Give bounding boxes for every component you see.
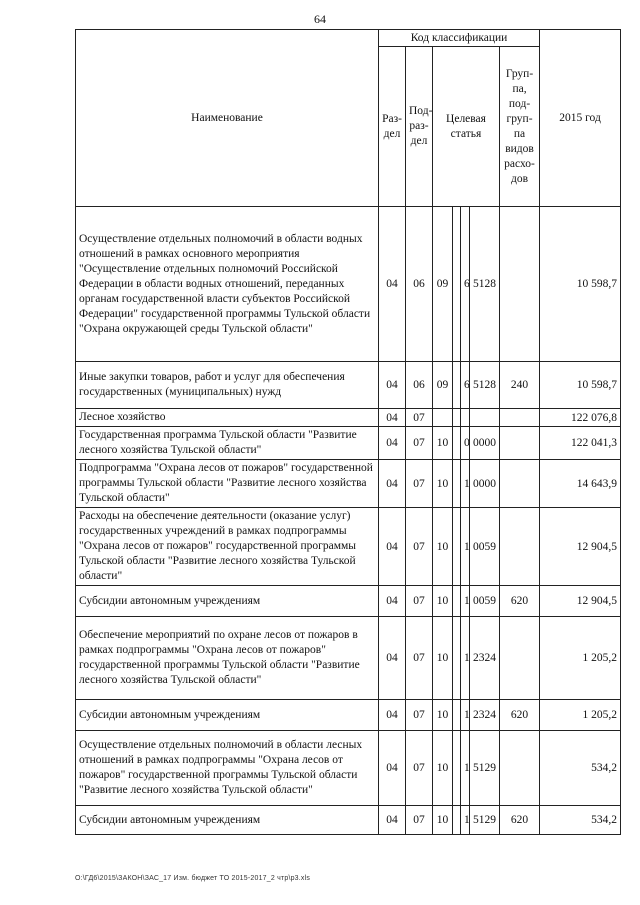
row-razdel: 04: [379, 362, 406, 409]
row-amount: 534,2: [540, 731, 621, 806]
row-amount: 12 904,5: [540, 508, 621, 586]
row-name: Государственная программа Тульской области "Развитие лесного хозяйства Тульской области": [76, 427, 379, 460]
header-name: Наименование: [76, 30, 379, 207]
row-target-direction: 0000: [470, 427, 500, 460]
row-target-gap: [453, 806, 461, 835]
row-target-program: 09: [433, 362, 453, 409]
row-amount: 122 041,3: [540, 427, 621, 460]
row-group: 620: [500, 586, 540, 617]
row-podrazdel: 07: [406, 586, 433, 617]
row-group: 240: [500, 362, 540, 409]
row-target-subprogram: 0: [461, 427, 470, 460]
table-row: [76, 586, 621, 617]
row-group: [500, 427, 540, 460]
table-row: [76, 508, 621, 586]
row-target-subprogram: 1: [461, 731, 470, 806]
table-row: [76, 427, 621, 460]
row-target-program: 10: [433, 508, 453, 586]
row-name: Осуществление отдельных полномочий в области лесных отношений в рамках подпрограммы "Охрана лесов от пожаров" государственной программы Тульской области "Развитие лесного хозяйства Тульской области": [76, 731, 379, 806]
row-target-gap: [453, 207, 461, 362]
row-razdel: 04: [379, 427, 406, 460]
row-name: Лесное хозяйство: [76, 409, 379, 427]
row-target-gap: [453, 700, 461, 731]
row-podrazdel: 07: [406, 508, 433, 586]
header-target: Целевая статья: [433, 47, 500, 207]
row-group: [500, 508, 540, 586]
row-amount: 10 598,7: [540, 207, 621, 362]
row-target-direction: 2324: [470, 700, 500, 731]
header-code-group: Код классификации: [379, 30, 540, 47]
row-target-program: 09: [433, 207, 453, 362]
row-group: [500, 207, 540, 362]
row-amount: 12 904,5: [540, 586, 621, 617]
row-target-direction: 5129: [470, 731, 500, 806]
row-target-direction: 5128: [470, 362, 500, 409]
row-target-gap: [453, 586, 461, 617]
row-target-subprogram: 1: [461, 460, 470, 508]
row-group: 620: [500, 806, 540, 835]
row-razdel: 04: [379, 731, 406, 806]
row-group: [500, 409, 540, 427]
header-group: Груп- па, под- груп- па видов расхо- дов: [500, 47, 540, 207]
row-amount: 1 205,2: [540, 617, 621, 700]
row-name: Подпрограмма "Охрана лесов от пожаров" государственной программы Тульской области "Развитие лесного хозяйства Тульской области": [76, 460, 379, 508]
row-razdel: 04: [379, 508, 406, 586]
row-razdel: 04: [379, 617, 406, 700]
row-podrazdel: 07: [406, 806, 433, 835]
row-target-subprogram: 6: [461, 362, 470, 409]
row-target-direction: 0059: [470, 508, 500, 586]
row-podrazdel: 07: [406, 427, 433, 460]
row-razdel: 04: [379, 806, 406, 835]
table-row: [76, 617, 621, 700]
row-podrazdel: 07: [406, 731, 433, 806]
page-number: 64: [314, 12, 326, 26]
row-target-program: 10: [433, 427, 453, 460]
row-group: [500, 731, 540, 806]
row-podrazdel: 06: [406, 362, 433, 409]
header-row-top: [76, 30, 621, 47]
row-amount: 10 598,7: [540, 362, 621, 409]
row-target-direction: 0000: [470, 460, 500, 508]
row-target-direction: 5129: [470, 806, 500, 835]
row-group: [500, 460, 540, 508]
row-target-gap: [453, 409, 461, 427]
row-name: Иные закупки товаров, работ и услуг для обеспечения государственных (муниципальных) нужд: [76, 362, 379, 409]
row-target-direction: 5128: [470, 207, 500, 362]
row-target-direction: [470, 409, 500, 427]
table-row: [76, 700, 621, 731]
row-target-subprogram: 1: [461, 700, 470, 731]
row-podrazdel: 06: [406, 207, 433, 362]
row-razdel: 04: [379, 700, 406, 731]
row-target-subprogram: 1: [461, 806, 470, 835]
row-name: Субсидии автономным учреждениям: [76, 806, 379, 835]
budget-table: [75, 29, 621, 835]
row-podrazdel: 07: [406, 409, 433, 427]
row-razdel: 04: [379, 460, 406, 508]
row-name: Расходы на обеспечение деятельности (оказание услуг) государственных учреждений в рамках подпрограммы "Охрана лесов от пожаров" государственной программы Тульской области "Развитие лесного хозяйства Тульской области": [76, 508, 379, 586]
row-target-program: 10: [433, 731, 453, 806]
row-podrazdel: 07: [406, 700, 433, 731]
header-year: 2015 год: [540, 30, 621, 207]
row-name: Обеспечение мероприятий по охране лесов от пожаров в рамках подпрограммы "Охрана лесов от пожаров" государственной программы Тульской области "Развитие лесного хозяйства Тульской области": [76, 617, 379, 700]
row-amount: 534,2: [540, 806, 621, 835]
row-target-subprogram: [461, 409, 470, 427]
table-row: [76, 362, 621, 409]
row-target-program: [433, 409, 453, 427]
row-target-program: 10: [433, 586, 453, 617]
row-razdel: 04: [379, 207, 406, 362]
row-target-program: 10: [433, 700, 453, 731]
row-amount: 122 076,8: [540, 409, 621, 427]
table-row: [76, 207, 621, 362]
row-target-subprogram: 1: [461, 617, 470, 700]
row-target-gap: [453, 460, 461, 508]
row-target-program: 10: [433, 460, 453, 508]
row-target-program: 10: [433, 617, 453, 700]
row-target-program: 10: [433, 806, 453, 835]
footer-file-path: О:\ГД6\2015\ЗАКОН\ЗАС_17 Изм. бюджет ТО 2015-2017_2 чтр\р3.xls: [75, 875, 311, 882]
row-target-gap: [453, 427, 461, 460]
row-podrazdel: 07: [406, 460, 433, 508]
row-amount: 1 205,2: [540, 700, 621, 731]
row-razdel: 04: [379, 409, 406, 427]
row-group: [500, 617, 540, 700]
row-target-subprogram: 1: [461, 586, 470, 617]
header-podrazdel: Под- раз- дел: [406, 47, 433, 207]
table-row: [76, 731, 621, 806]
row-target-direction: 0059: [470, 586, 500, 617]
row-group: 620: [500, 700, 540, 731]
row-target-gap: [453, 731, 461, 806]
row-target-subprogram: 6: [461, 207, 470, 362]
row-target-gap: [453, 617, 461, 700]
row-razdel: 04: [379, 586, 406, 617]
row-name: Осуществление отдельных полномочий в области водных отношений в рамках основного мероприятия "Осуществление отдельных полномочий Российской Федерации в области водных отношений, переданных органам государственной власти субъектов Российской Федерации" государственной программы Тульской области "Охрана окружающей среды Тульской области": [76, 207, 379, 362]
row-podrazdel: 07: [406, 617, 433, 700]
row-target-gap: [453, 508, 461, 586]
table-row: [76, 409, 621, 427]
header-razdel: Раз- дел: [379, 47, 406, 207]
row-name: Субсидии автономным учреждениям: [76, 700, 379, 731]
row-name: Субсидии автономным учреждениям: [76, 586, 379, 617]
row-amount: 14 643,9: [540, 460, 621, 508]
row-target-direction: 2324: [470, 617, 500, 700]
table-row: [76, 460, 621, 508]
row-target-gap: [453, 362, 461, 409]
row-target-subprogram: 1: [461, 508, 470, 586]
table-row: [76, 806, 621, 835]
